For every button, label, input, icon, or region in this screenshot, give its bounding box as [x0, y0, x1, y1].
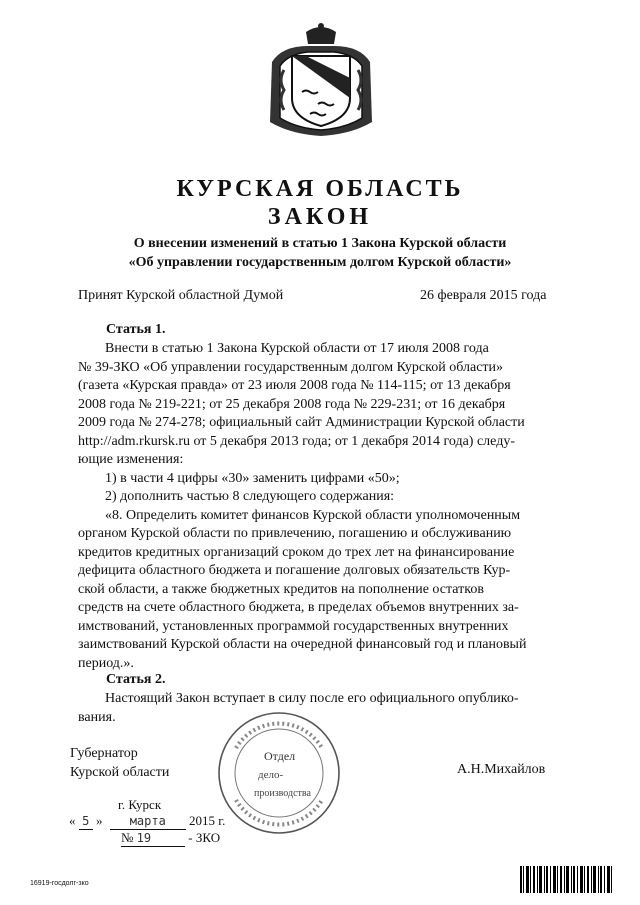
day: 5 — [79, 813, 93, 830]
text-line: ющие изменения: — [78, 452, 184, 467]
office-stamp — [214, 708, 344, 838]
article2-heading: Статья 2. — [106, 672, 166, 687]
barcode — [520, 866, 612, 893]
text-line: «8. Определить комитет финансов Курской области уполномоченным — [105, 507, 521, 523]
list-item: 2) дополнить частью 8 следующего содержания: — [105, 489, 395, 504]
text-line: 2008 года № 219-221; от 25 декабря 2008 года № 229-231; от 16 декабря — [78, 396, 506, 412]
text-line: средств на счете областного бюджета, в пределах объемов внутренних за- — [78, 600, 519, 615]
date-quote: « — [69, 813, 76, 828]
place-date-block — [69, 797, 226, 847]
signatory-title — [70, 744, 169, 782]
month: марта — [110, 813, 186, 830]
law-subtitle — [0, 234, 640, 272]
text-line: заимствований Курской области на очередной финансовый год и плановый — [78, 637, 527, 652]
text-line: имствований, установленных программой государственных внутренних — [78, 618, 509, 634]
year: 2015 г. — [189, 813, 226, 828]
coat-of-arms-emblem — [262, 22, 380, 140]
list-item: 1) в части 4 цифры «30» заменить цифрами «50»; — [105, 470, 400, 486]
subtitle-line: «Об управлении государственным долгом Курской области» — [128, 255, 512, 270]
signatory-title-line: Курской области — [70, 765, 170, 780]
text-line: Внести в статью 1 Закона Курской области от 17 июля 2008 года — [105, 341, 489, 356]
text-line: Настоящий Закон вступает в силу после его официального опублико- — [105, 691, 519, 706]
number-sign: № — [121, 830, 134, 845]
region-title: КУРСКАЯ ОБЛАСТЬ — [176, 176, 464, 202]
text-line: кредитов кредитных организаций сроком до трех лет на финансирование — [78, 544, 515, 560]
text-line: вания. — [78, 709, 116, 725]
adoption-date: 26 февраля 2015 года — [420, 288, 547, 303]
text-line: № 39-ЗКО «Об управлении государственным долгом Курской области» — [78, 359, 504, 375]
article1-heading: Статья 1. — [106, 322, 166, 337]
text-line: органом Курской области по привлечению, погашению и обслуживанию — [78, 526, 512, 541]
city: г. Курск — [118, 797, 162, 812]
stamp-text: дело- — [258, 769, 284, 781]
file-code: 16919-госдолг-зко — [30, 880, 89, 887]
text-line: (газета «Курская правда» от 23 июля 2008 года № 114-115; от 13 декабря — [78, 378, 511, 393]
signatory-title-line: Губернатор — [70, 746, 138, 761]
stamp-text: Отдел — [264, 749, 296, 763]
text-line: http://adm.rkursk.ru от 5 декабря 2013 года; от 1 декабря 2014 года) следу- — [78, 433, 515, 449]
stamp-text: производства — [254, 788, 311, 799]
number-suffix: - ЗКО — [188, 830, 221, 845]
text-line: 2009 года № 274-278; официальный сайт Администрации Курской области — [78, 415, 525, 430]
signatory-name: А.Н.Михайлов — [457, 762, 546, 777]
law-number: 19 — [136, 831, 152, 845]
text-line: дефицита областного бюджета и погашение долговых обязательств Кур- — [78, 563, 511, 578]
adoption-label: Принят Курской областной Думой — [78, 288, 284, 303]
subtitle-line: О внесении изменений в статью 1 Закона Курской области — [133, 236, 507, 251]
document-type-title: ЗАКОН — [267, 204, 373, 230]
date-quote: » — [96, 813, 103, 828]
article1-body — [78, 340, 562, 673]
text-line: ской области, а также бюджетных кредитов на пополнение остатков — [78, 581, 484, 597]
text-line: период.». — [78, 655, 134, 671]
